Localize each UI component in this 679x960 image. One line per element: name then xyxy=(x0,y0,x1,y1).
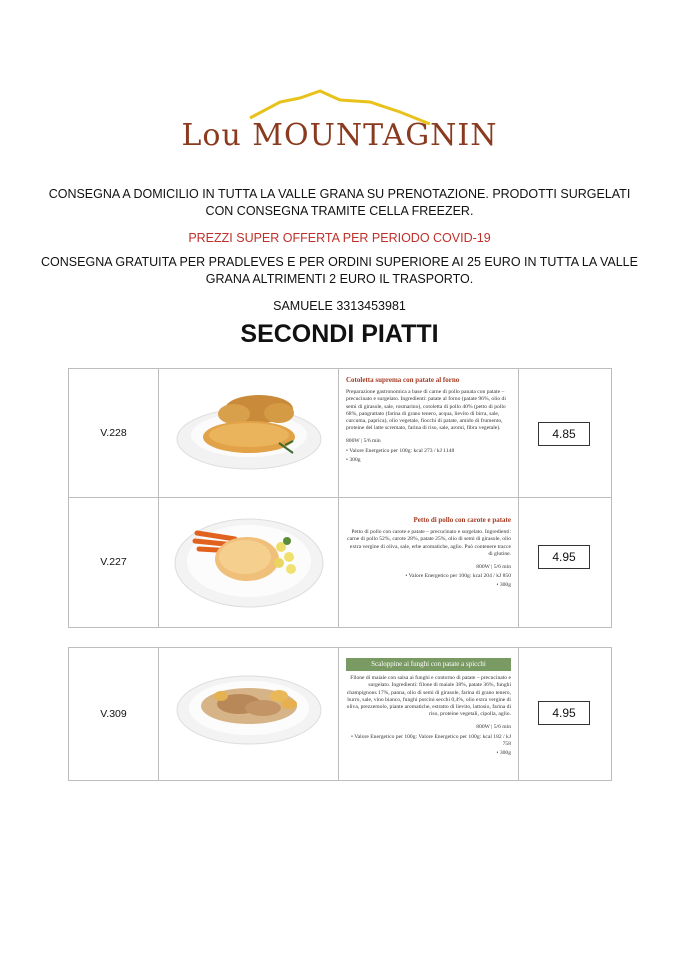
product-image xyxy=(159,369,339,497)
nutrition-value: Valore Energetico per 100g: kcal 273 / kJ 1148 xyxy=(349,447,455,454)
weight-value: 300g xyxy=(349,456,361,463)
weight-value: 300g xyxy=(499,750,511,757)
product-table-1 xyxy=(68,368,612,628)
product-code: V.228 xyxy=(69,369,159,497)
nutrition-info: • Valore Energetico per 100g: kcal 204 / kJ 850 xyxy=(405,573,511,580)
contact-info: SAMUELE 3313453981 xyxy=(273,299,406,313)
weight-info: • 300g xyxy=(346,456,361,463)
product-name: Cotoletta suprema con patate al forno xyxy=(346,376,460,384)
product-description-block xyxy=(339,648,519,780)
offer-notice: PREZZI SUPER OFFERTA PER PERIODO COVID-19 xyxy=(188,231,491,245)
product-name: Scaloppine ai funghi con patate a spicchi xyxy=(346,658,511,671)
nutrition-value: Valore Energetico per 100g: kcal 204 / kJ 850 xyxy=(408,573,511,580)
product-image xyxy=(159,648,339,780)
nutrition-value: Valore Energetico per 100g: Valore Energetico per 100g: kcal 182 / kJ 758 xyxy=(354,733,511,747)
product-code: V.309 xyxy=(69,648,159,780)
delivery-notice: CONSEGNA A DOMICILIO IN TUTTA LA VALLE GRANA SU PRENOTAZIONE. PRODOTTI SURGELATI CON CONSEGNA TRAMITE CELLA FREEZER. xyxy=(48,187,631,218)
cooking-time: 800W | 5/6 min xyxy=(476,564,511,571)
dish-chicken-image xyxy=(159,497,339,627)
weight-info: • 300g xyxy=(496,582,511,589)
price-cell xyxy=(519,648,611,780)
page-title: SECONDI PIATTI xyxy=(240,320,439,348)
product-description: Filone di maiale con salsa ai funghi e contorno di patate – precucinato e surgelato. Ingredienti: filone di maiale 38%, patate 36%, funghi champignons 17%, panna, olio di semi di girasole, farina di grano tenero, burro, sale, vino bianco, funghi porcini secchi 0,4%, olio extra vergine di oliva, prezzemolo, piante aromatiche, estratto di lievito, lattosio, farina di riso, proteine vegetali, cipolla, aglio. xyxy=(346,675,511,718)
table-row xyxy=(69,369,611,498)
product-image xyxy=(159,497,339,627)
dish-cutlet-image xyxy=(159,369,339,497)
shipping-notice: CONSEGNA GRATUITA PER PRADLEVES E PER ORDINI SUPERIORE AI 25 EURO IN TUTTA LA VALLE GRANA ALTRIMENTI 2 EURO IL TRASPORTO. xyxy=(41,255,638,286)
price-cell xyxy=(519,497,611,627)
cooking-time: 800W | 5/6 min xyxy=(476,724,511,731)
nutrition-info: • Valore Energetico per 100g: Valore Energetico per 100g: kcal 182 / kJ 758 xyxy=(351,733,511,747)
product-description: Preparazione gastronomica a base di carne di pollo panata con patate – precucinato e surgelato. Ingredienti: patate al forno (patate 96%, olio di semi di girasole, sale, rosmarino), cotoletta di pollo 40% (petto di pollo 68%, pangrattato (farina di grano tenero, acqua, lievito di birra, sale, curcuma, paprica), olio vegetale, fiocchi di patate, amido di frumento, proteine del latte scremato, farina di riso, sale, aromi, fibra vegetale). xyxy=(346,389,506,432)
product-name: Petto di pollo con carote e patate xyxy=(413,516,511,524)
product-description: Petto di pollo con carote e patate – precucinato e surgelato. Ingredienti: carne di pollo 52%, carote 28%, patate 25%, olio di semi di girasole, olio extra vergine di oliva, sale, erbe aromatiche, aglio. Può contenere tracce di glutine. xyxy=(347,529,511,557)
table-row xyxy=(69,497,611,627)
product-description-block xyxy=(339,497,519,627)
product-code: V.227 xyxy=(69,497,159,627)
weight-info: • 300g xyxy=(496,750,511,757)
product-description-block xyxy=(339,369,519,497)
logo-text: Lou MOUNTAGNIN xyxy=(181,118,498,153)
price-box: 4.95 xyxy=(538,701,590,725)
price-cell xyxy=(519,369,611,497)
nutrition-info: • Valore Energetico per 100g: kcal 273 / kJ 1148 xyxy=(346,447,455,454)
weight-value: 300g xyxy=(499,582,511,589)
dish-scaloppine-image xyxy=(159,648,339,780)
price-box: 4.95 xyxy=(538,545,590,569)
product-table-2 xyxy=(68,647,612,781)
price-box: 4.85 xyxy=(538,422,590,446)
cooking-time: 800W | 5/6 min xyxy=(346,438,381,445)
table-row xyxy=(69,648,611,780)
